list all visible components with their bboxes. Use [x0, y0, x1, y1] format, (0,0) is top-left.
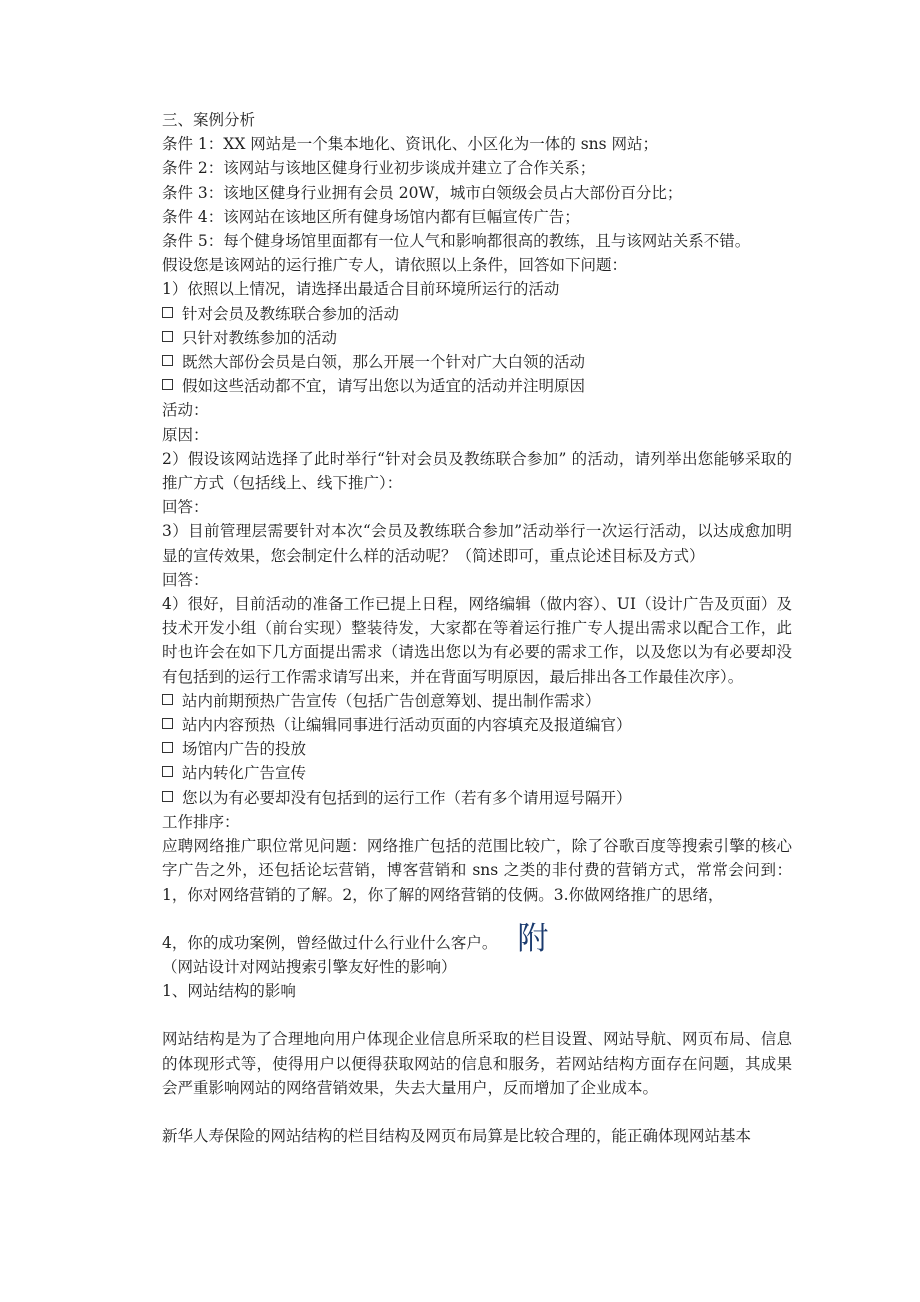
faq-paragraph: 应聘网络推广职位常见问题：网络推广包括的范围比较广，除了谷歌百度等搜索引擎的核心字广告之外，还包括论坛营销，博客营销和 sns 之类的非付费的营销方式，常常会问到：1，你对网络营销的了解。2，你了解的网络营销的伎俩。3.你做网络推广的思绪，	[162, 837, 792, 904]
checkbox-icon[interactable]	[162, 791, 173, 802]
q1-option-1[interactable]	[162, 302, 792, 326]
question-4: 4）很好，目前活动的准备工作已提上日程，网络编辑（做内容）、UI（设计广告及页面）及技术开发小组（前台实现）整装待发，大家都在等着运行推广专人提出需求以配合工作，此时也许会在如下几方面提出需求（请选出您以为有必要的需求工作，以及您以为有必要却没有包括到的运行工作需求请写出来，并在背面写明原因，最后排出各工作最佳次序）。	[162, 595, 792, 686]
checkbox-icon[interactable]	[162, 379, 173, 390]
instructions: 假设您是该网站的运行推广专人，请依照以上条件，回答如下问题：	[162, 256, 628, 275]
checkbox-icon[interactable]	[162, 766, 173, 777]
checkbox-icon[interactable]	[162, 718, 173, 729]
checkbox-icon[interactable]	[162, 694, 173, 705]
option-label: 只针对教练参加的活动	[182, 328, 338, 347]
section-heading: 三、案例分析	[162, 111, 256, 129]
q4-option-3[interactable]	[162, 737, 792, 761]
option-label: 针对会员及教练联合参加的活动	[182, 304, 400, 323]
q1-option-4[interactable]	[162, 374, 792, 398]
blank-line	[162, 1100, 792, 1124]
activity-label: 活动：	[162, 401, 209, 420]
section-1-heading: 1、网站结构的影响	[162, 981, 296, 1000]
option-label: 您以为有必要却没有包括到的运行工作（若有多个请用逗号隔开）	[182, 788, 632, 807]
appendix-subtitle: （网站设计对网站搜索引擎友好性的影响）	[162, 957, 457, 976]
structure-paragraph: 网站结构是为了合理地向用户体现企业信息所采取的栏目设置、网站导航、网页布局、信息的体现形式等，使得用户以便得获取网站的信息和服务，若网站结构方面存在问题，其成果会严重影响网站的网络营销效果，失去大量用户，反而增加了企业成本。	[162, 1030, 792, 1097]
question-3: 3）目前管理层需要针对本次“会员及教练联合参加”活动举行一次运行活动，以达成愈加明显的宣传效果，您会制定什么样的活动呢？（简述即可，重点论述目标及方式）	[162, 522, 792, 565]
q4-option-4[interactable]	[162, 761, 792, 785]
question-1: 1）依照以上情况，请选择出最适合目前环境所运行的活动	[162, 280, 560, 299]
q1-option-2[interactable]	[162, 326, 792, 350]
question-2: 2）假设该网站选择了此时举行“针对会员及教练联合参加” 的活动，请列举出您能够采取的推广方式（包括线上、线下推广）：	[162, 449, 792, 493]
option-label: 假如这些活动都不宜，请写出您以为适宜的活动并注明原因	[182, 377, 586, 396]
option-label: 站内转化广告宣传	[182, 764, 307, 783]
option-label: 站内内容预热（让编辑同事进行活动页面的内容填充及报道编官）	[182, 716, 632, 735]
answer-label-2: 回答：	[162, 498, 209, 517]
answer-label-3: 回答：	[162, 570, 209, 589]
option-label: 场馆内广告的投放	[182, 740, 307, 759]
checkbox-icon[interactable]	[162, 742, 173, 753]
checkbox-icon[interactable]	[162, 331, 173, 342]
q4-option-2[interactable]	[162, 713, 792, 737]
condition-3: 条件 3：该地区健身行业拥有会员 20W，城市白领级会员占大部份百分比；	[162, 183, 683, 202]
checkbox-icon[interactable]	[162, 307, 173, 318]
work-order-label: 工作排序：	[162, 812, 240, 831]
case-paragraph: 新华人寿保险的网站结构的栏目结构及网页布局算是比较合理的，能正确体现网站基本	[162, 1127, 752, 1146]
faq-last-line	[162, 907, 792, 955]
option-label: 既然大部份会员是白领，那么开展一个针对广大白领的活动	[182, 353, 586, 372]
blank-line	[162, 1003, 792, 1027]
q4-option-1[interactable]	[162, 689, 792, 713]
condition-1: 条件 1：XX 网站是一个集本地化、资讯化、小区化为一体的 sns 网站；	[162, 135, 659, 154]
faq-line-text: 4，你的成功案例，曾经做过什么行业什么客户。	[162, 933, 498, 952]
appendix-char: 附	[517, 920, 549, 957]
condition-4: 条件 4：该网站在该地区所有健身场馆内都有巨幅宣传广告；	[162, 207, 580, 226]
q1-option-3[interactable]	[162, 350, 792, 374]
q4-option-5[interactable]	[162, 786, 792, 810]
checkbox-icon[interactable]	[162, 355, 173, 366]
condition-5: 条件 5：每个健身场馆里面都有一位人气和影响都很高的教练，且与该网站关系不错。	[162, 232, 751, 251]
option-label: 站内前期预热广告宣传（包括广告创意筹划、提出制作需求）	[182, 691, 601, 710]
document-body	[162, 108, 792, 1148]
condition-2: 条件 2：该网站与该地区健身行业初步谈成并建立了合作关系；	[162, 159, 596, 178]
reason-label: 原因：	[162, 425, 209, 444]
